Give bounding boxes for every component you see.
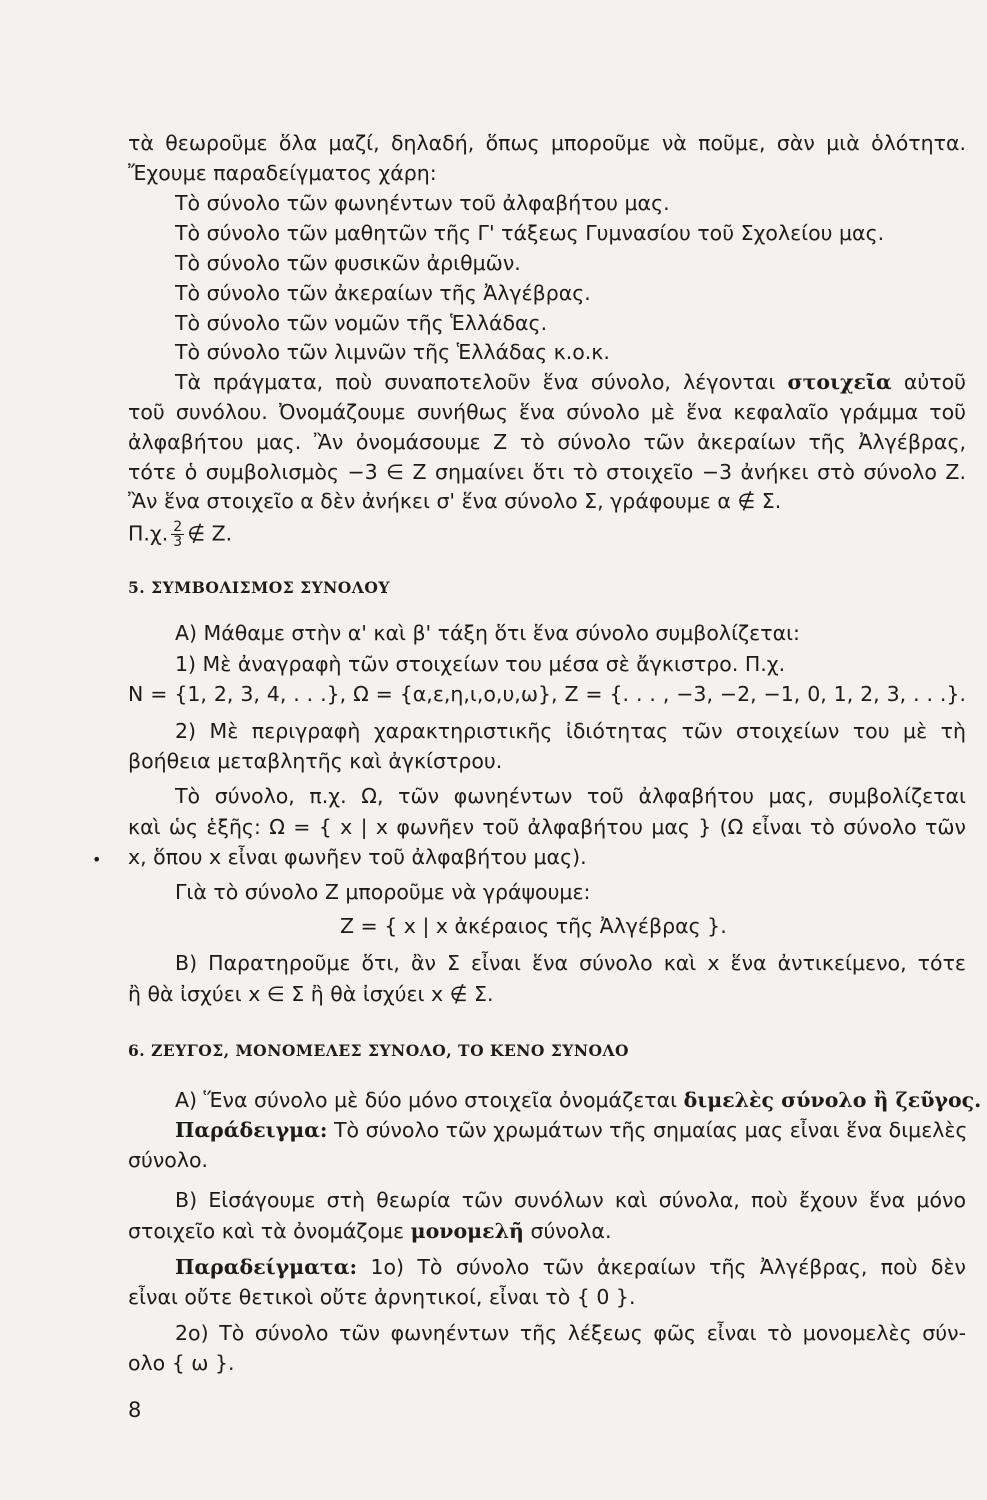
- section-heading: 6. ΖΕΥΓΟΣ, ΜΟΝΟΜΕΛΕΣ ΣΥΝΟΛΟ, ΤΟ ΚΕΝΟ ΣΥΝΟΛΟ: [128, 1041, 630, 1060]
- text-line: Τὸ σύνολο τῶν λιμνῶν τῆς Ἑλλάδας κ.ο.κ.: [175, 340, 610, 364]
- text-line: εἶναι οὔτε θετικοὶ οὔτε ἀρνητικοί, εἶναι τὸ { 0 }.: [128, 1285, 636, 1309]
- text-line: [175, 1254, 966, 1280]
- text-line: 1) Μὲ ἀναγραφὴ τῶν στοιχείων του μέσα σὲ ἄγκιστρο. Π.χ.: [175, 652, 786, 676]
- text-line: Τὸ σύνολο τῶν φωνηέντων τοῦ ἀλφαβήτου μας.: [175, 191, 670, 215]
- text-span: Τὸ σύνολο τῶν χρωμάτων τῆς σημαίας μας εἶναι ἕνα διμελὲς: [334, 1118, 968, 1142]
- text-span: σύνολα.: [530, 1219, 612, 1243]
- term-elements: στοιχεῖα: [787, 370, 892, 394]
- text-line: [128, 1218, 966, 1244]
- text-line: Α) Μάθαμε στὴν α' καὶ β' τάξη ὅτι ἕνα σύνολο συμβολίζεται:: [175, 621, 800, 645]
- text-span: αὐτοῦ: [903, 370, 966, 394]
- text-line: Τὸ σύνολο τῶν νομῶν τῆς Ἑλλάδας.: [175, 311, 548, 335]
- text-line: [175, 1087, 982, 1113]
- text-line: Β) Εἰσάγουμε στὴ θεωρία τῶν συνόλων καὶ σύνολα, ποὺ ἔχουν ἕνα μόνο: [175, 1188, 966, 1212]
- text-line: Γιὰ τὸ σύνολο Ζ μποροῦμε νὰ γράψουμε:: [175, 880, 591, 904]
- text-line: τὰ θεωροῦμε ὅλα μαζί, δηλαδή, ὅπως μποροῦμε νὰ ποῦμε, σὰν μιὰ ὁλότητα.: [128, 131, 966, 155]
- text-line: Τὸ σύνολο τῶν μαθητῶν τῆς Γ' τάξεως Γυμνασίου τοῦ Σχολείου μας.: [175, 221, 885, 245]
- text-line: Ἔχουμε παραδείγματος χάρη:: [128, 161, 437, 185]
- text-line: καὶ ὡς ἑξῆς: Ω = { x | x φωνῆεν τοῦ ἀλφαβήτου μας } (Ω εἶναι τὸ σύνολο τῶν: [128, 815, 966, 839]
- text-line: 2ο) Τὸ σύνολο τῶν φωνηέντων τῆς λέξεως φῶς εἶναι τὸ μονομελὲς σύν-: [175, 1321, 966, 1345]
- page-number: 8: [128, 1398, 142, 1422]
- text-line: [175, 369, 966, 395]
- text-span: Α) Ἕνα σύνολο μὲ δύο μόνο στοιχεῖα ὀνομάζεται: [175, 1088, 678, 1112]
- text-span: Π.χ.: [128, 521, 169, 546]
- fraction-numerator: 2: [173, 519, 183, 535]
- text-line: Τὸ σύνολο τῶν ἀκεραίων τῆς Ἀλγέβρας.: [175, 281, 591, 305]
- text-line: [128, 520, 966, 549]
- text-span: Τὰ πράγματα, ποὺ συναποτελοῦν ἕνα σύνολο, λέγονται: [175, 370, 776, 394]
- bullet-mark: •: [92, 850, 102, 869]
- text-line: ἢ θὰ ἰσχύει x ∈ Σ ἢ θὰ ἰσχύει x ∉ Σ.: [128, 982, 494, 1006]
- fraction: [171, 520, 184, 549]
- text-line: τοῦ συνόλου. Ὀνομάζουμε συνήθως ἕνα σύνολο μὲ ἕνα κεφαλαῖο γράμμα τοῦ: [128, 400, 966, 424]
- text-line: x, ὅπου x εἶναι φωνῆεν τοῦ ἀλφαβήτου μας).: [128, 845, 587, 869]
- examples-label: Παραδείγματα:: [175, 1255, 358, 1279]
- text-line: Τὸ σύνολο τῶν φυσικῶν ἀριθμῶν.: [175, 251, 521, 275]
- formula-line: Ζ = { x | x ἀκέραιος τῆς Ἀλγέβρας }.: [340, 914, 727, 938]
- text-line: Β) Παρατηροῦμε ὅτι, ἂν Σ εἶναι ἕνα σύνολο καὶ x ἕνα ἀντικείμενο, τότε: [175, 951, 966, 975]
- text-line: Ἂν ἕνα στοιχεῖο α δὲν ἀνήκει σ' ἕνα σύνολο Σ, γράφουμε α ∉ Σ.: [128, 489, 782, 513]
- text-line: ολο { ω }.: [128, 1351, 235, 1375]
- text-line: ἀλφαβήτου μας. Ἂν ὀνομάσουμε Ζ τὸ σύνολο τῶν ἀκεραίων τῆς Ἀλγέβρας,: [128, 430, 966, 454]
- term-singleton: μονομελῆ: [410, 1219, 524, 1243]
- term-pair: διμελὲς σύνολο ἢ ζεῦγος.: [683, 1088, 982, 1112]
- text-line: τότε ὁ συμβολισμὸς −3 ∈ Ζ σημαίνει ὅτι τὸ στοιχεῖο −3 ἀνήκει στὸ σύνολο Ζ.: [128, 460, 966, 484]
- text-line: Τὸ σύνολο, π.χ. Ω, τῶν φωνηέντων τοῦ ἀλφαβήτου μας, συμβολίζεται: [175, 784, 966, 808]
- section-heading: 5. ΣΥΜΒΟΛΙΣΜΟΣ ΣΥΝΟΛΟΥ: [128, 578, 390, 597]
- text-span: στοιχεῖο καὶ τὰ ὀνομάζομε: [128, 1219, 405, 1243]
- text-line: [175, 1117, 966, 1143]
- example-label: Παράδειγμα:: [175, 1118, 328, 1142]
- text-span: ∉ Ζ.: [187, 521, 233, 546]
- text-line: βοήθεια μεταβλητῆς καὶ ἀγκίστρου.: [128, 749, 503, 773]
- fraction-denominator: 3: [173, 534, 183, 550]
- text-line: 2) Μὲ περιγραφὴ χαρακτηριστικῆς ἰδιότητας τῶν στοιχείων του μὲ τὴ: [175, 719, 966, 743]
- text-line: Ν = {1, 2, 3, 4, . . .}, Ω = {α,ε,η,ι,ο,υ,ω}, Ζ = {. . . , −3, −2, −1, 0, 1, 2, 3, . . .}.: [128, 682, 966, 706]
- text-line: σύνολο.: [128, 1148, 209, 1172]
- text-span: 1ο) Τὸ σύνολο τῶν ἀκεραίων τῆς Ἀλγέβρας, ποὺ δὲν: [370, 1255, 966, 1279]
